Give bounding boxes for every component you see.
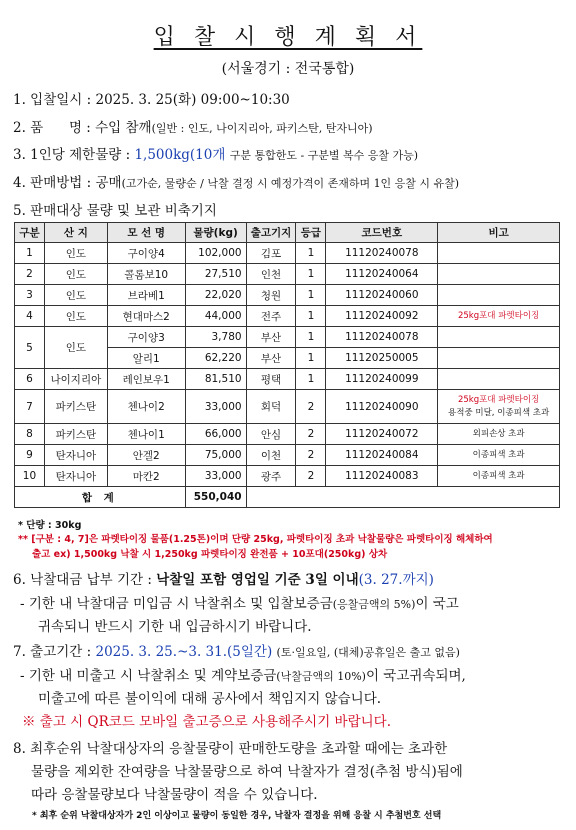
cell-remark <box>438 369 560 390</box>
release-line <box>13 640 460 660</box>
cell-origin: 탄자니아 <box>44 445 107 466</box>
table-total-row <box>15 487 560 508</box>
limit-line <box>13 143 418 163</box>
sale-method-label: 4. 판매방법 : <box>13 175 92 191</box>
table-row <box>15 390 560 424</box>
cell-remark <box>438 285 560 306</box>
bid-datetime-value: 2025. 3. 25(화) 09:00~10:30 <box>95 92 290 108</box>
cell-no: 7 <box>15 390 45 424</box>
cell-grade: 2 <box>296 466 326 487</box>
cell-origin: 인도 <box>44 243 107 264</box>
payment-label: 6. 낙찰대금 납부 기간 : <box>13 572 152 588</box>
table-row <box>15 264 560 285</box>
bid-datetime-line <box>13 88 290 108</box>
product-value: 수입 참깨 <box>95 120 152 136</box>
cell-grade: 1 <box>296 327 326 348</box>
cell-quantity: 33,000 <box>185 466 246 487</box>
cell-quantity: 27,510 <box>185 264 246 285</box>
payment-desc-end: 이 국고 <box>415 596 459 612</box>
cell-base: 부산 <box>246 327 296 348</box>
cell-code: 11120240099 <box>326 369 438 390</box>
cell-base: 김포 <box>246 243 296 264</box>
cell-remark: 이종피색 초과 <box>438 466 560 487</box>
pallet-note-1: ** [구분 : 4, 7]은 파렛타이징 물품(1.25톤)이며 단량 25kg, 파렛타이징 초과 낙찰물량은 파렛타이징 해체하여 <box>18 534 493 545</box>
cell-origin: 인도 <box>44 264 107 285</box>
inventory-table <box>14 222 560 508</box>
cell-remark <box>438 390 560 424</box>
payment-value: 낙찰일 포함 영업일 기준 3일 이내 <box>156 572 359 588</box>
cell-vessel: 마칸2 <box>107 466 185 487</box>
cell-quantity: 3,780 <box>185 327 246 348</box>
cell-no: 8 <box>15 424 45 445</box>
cell-remark: 이종피색 초과 <box>438 445 560 466</box>
header-remark: 비고 <box>438 223 560 243</box>
remark-pallet: 25kg포대 파렛타이징 <box>457 394 540 405</box>
limit-detail: 구분 통합한도 - 구분별 복수 응찰 가능) <box>229 149 419 162</box>
header-quantity: 물량(kg) <box>185 223 246 243</box>
cell-origin: 탄자니아 <box>44 466 107 487</box>
cell-base: 안심 <box>246 424 296 445</box>
cell-quantity: 66,000 <box>185 424 246 445</box>
sale-method-detail: (고가순, 물량순 / 낙찰 결정 시 예정가격이 존재하며 1인 응찰 시 유찰) <box>121 177 460 190</box>
product-label: 2. 품 명 : <box>13 120 91 136</box>
cell-code: 11120250005 <box>326 348 438 369</box>
table-header-row <box>15 223 560 243</box>
header-base: 출고기지 <box>246 223 296 243</box>
cell-no: 3 <box>15 285 45 306</box>
cell-grade: 1 <box>296 243 326 264</box>
release-deposit-rate: (낙찰금액의 10%) <box>276 670 366 683</box>
remark-quality: 용적중 미달, 이종피색 초과 <box>448 407 550 418</box>
table-row <box>15 466 560 487</box>
cell-quantity: 102,000 <box>185 243 246 264</box>
cell-origin: 인도 <box>44 327 107 369</box>
cell-remark: 25kg포대 파렛타이징 <box>438 306 560 327</box>
cell-grade: 2 <box>296 390 326 424</box>
cell-vessel: 구이양4 <box>107 243 185 264</box>
cell-code: 11120240064 <box>326 264 438 285</box>
limit-value: 1,500kg(10개 <box>134 147 226 163</box>
cell-grade: 1 <box>296 264 326 285</box>
cell-remark <box>438 243 560 264</box>
cell-quantity: 75,000 <box>185 445 246 466</box>
cell-no: 10 <box>15 466 45 487</box>
product-detail: (일반 : 인도, 나이지리아, 파키스탄, 탄자니아) <box>151 122 373 135</box>
payment-desc-text: - 기한 내 낙찰대금 미입금 시 낙찰취소 및 입찰보증금 <box>20 596 333 612</box>
cell-code: 11120240090 <box>326 390 438 424</box>
release-desc-text: - 기한 내 미출고 시 낙찰취소 및 계약보증금 <box>20 668 277 684</box>
cell-origin: 인도 <box>44 285 107 306</box>
cell-code: 11120240072 <box>326 424 438 445</box>
table-row <box>15 445 560 466</box>
cell-remark: 외피손상 초과 <box>438 424 560 445</box>
cell-code: 11120240078 <box>326 327 438 348</box>
table-row <box>15 327 560 348</box>
payment-deposit-rate: (응찰금액의 5%) <box>332 598 416 611</box>
cell-no: 6 <box>15 369 45 390</box>
header-grade: 등급 <box>296 223 326 243</box>
pallet-note-2: 출고 ex) 1,500kg 낙찰 시 1,250kg 파렛타이징 완전품 + 10포대(250kg) 상차 <box>32 549 388 560</box>
cell-quantity: 22,020 <box>185 285 246 306</box>
cell-base: 전주 <box>246 306 296 327</box>
cell-grade: 2 <box>296 424 326 445</box>
cell-base: 평택 <box>246 369 296 390</box>
total-quantity: 550,040 <box>185 487 246 508</box>
cell-base: 청원 <box>246 285 296 306</box>
cell-no: 1 <box>15 243 45 264</box>
cell-vessel: 현대마스2 <box>107 306 185 327</box>
cell-base: 인천 <box>246 264 296 285</box>
target-heading: 5. 판매대상 물량 및 보관 비축기지 <box>13 203 217 219</box>
cell-code: 11120240083 <box>326 466 438 487</box>
qr-warning: ※ 출고 시 QR코드 모바일 출고증으로 사용해주시기 바랍니다. <box>22 714 392 730</box>
sale-method-value: 공매 <box>95 175 122 191</box>
cell-base: 부산 <box>246 348 296 369</box>
cell-grade: 1 <box>296 369 326 390</box>
cell-no: 5 <box>15 327 45 369</box>
header-code: 코드번호 <box>326 223 438 243</box>
cell-vessel: 레인보우1 <box>107 369 185 390</box>
cell-quantity: 33,000 <box>185 390 246 424</box>
cell-grade: 1 <box>296 285 326 306</box>
cell-origin: 파키스탄 <box>44 390 107 424</box>
release-detail: (토·일요일, (대체)공휴일은 출고 없음) <box>276 646 460 659</box>
cell-origin: 파키스탄 <box>44 424 107 445</box>
sale-method-line <box>13 171 459 191</box>
cell-grade: 1 <box>296 306 326 327</box>
product-line <box>13 116 373 136</box>
cell-origin: 인도 <box>44 306 107 327</box>
document-title: 입 찰 시 행 계 획 서 <box>153 25 423 50</box>
cell-code: 11120240060 <box>326 285 438 306</box>
cell-base: 회덕 <box>246 390 296 424</box>
table-row <box>15 285 560 306</box>
cell-base: 광주 <box>246 466 296 487</box>
cell-remark <box>438 348 560 369</box>
table-row <box>15 369 560 390</box>
release-label: 7. 출고기간 : <box>13 644 92 660</box>
table-row <box>15 243 560 264</box>
cell-vessel: 안겔2 <box>107 445 185 466</box>
release-desc-2: 미출고에 따른 불이익에 대해 공사에서 책임지지 않습니다. <box>38 691 382 707</box>
unit-note: * 단량 : 30kg <box>18 520 82 531</box>
table-row <box>15 306 560 327</box>
payment-desc-2: 귀속되니 반드시 기한 내 입금하시기 바랍니다. <box>38 619 312 635</box>
lottery-line-2: 물량을 제외한 잔여량을 낙찰물량으로 하여 낙찰자가 결정(추첨 방식)됨에 <box>31 764 463 780</box>
release-value: 2025. 3. 25.~3. 31.(5일간) <box>95 644 273 660</box>
payment-date: (3. 27.까지) <box>358 572 434 588</box>
total-label: 합 계 <box>15 487 186 508</box>
header-origin: 산 지 <box>44 223 107 243</box>
header-no: 구분 <box>15 223 45 243</box>
cell-code: 11120240084 <box>326 445 438 466</box>
cell-remark <box>438 264 560 285</box>
cell-vessel: 알리1 <box>107 348 185 369</box>
release-desc-end: 이 국고귀속되며, <box>365 668 466 684</box>
cell-vessel: 콜롬보10 <box>107 264 185 285</box>
cell-no: 2 <box>15 264 45 285</box>
cell-no: 4 <box>15 306 45 327</box>
cell-remark <box>438 327 560 348</box>
cell-no: 9 <box>15 445 45 466</box>
cell-grade: 1 <box>296 348 326 369</box>
cell-vessel: 첸나이2 <box>107 390 185 424</box>
limit-label: 3. 1인당 제한물량 : <box>13 147 131 163</box>
cell-quantity: 81,510 <box>185 369 246 390</box>
bid-datetime-label: 1. 입찰일시 : <box>13 92 92 108</box>
cell-vessel: 첸나이1 <box>107 424 185 445</box>
cell-code: 11120240092 <box>326 306 438 327</box>
header-vessel: 모 선 명 <box>107 223 185 243</box>
table-row <box>15 424 560 445</box>
cell-grade: 2 <box>296 445 326 466</box>
cell-vessel: 브라베1 <box>107 285 185 306</box>
payment-desc-1 <box>20 592 459 612</box>
cell-quantity: 44,000 <box>185 306 246 327</box>
cell-quantity: 62,220 <box>185 348 246 369</box>
lottery-note: * 최후 순위 낙찰대상자가 2인 이상이고 물량이 동일한 경우, 낙찰자 결정을 위해 응찰 시 추첨번호 선택 <box>32 811 442 821</box>
document-subtitle: (서울경기 : 전국통합) <box>221 61 355 77</box>
lottery-line-1: 8. 최후순위 낙찰대상자의 응찰물량이 판매한도량을 초과할 때에는 초과한 <box>13 741 448 757</box>
cell-origin: 나이지리아 <box>44 369 107 390</box>
payment-line <box>13 568 434 588</box>
lottery-line-3: 따라 응찰물량보다 낙찰물량이 적을 수 있습니다. <box>31 787 318 803</box>
release-desc-1 <box>20 664 466 684</box>
cell-base: 이천 <box>246 445 296 466</box>
total-empty <box>246 487 559 508</box>
cell-code: 11120240078 <box>326 243 438 264</box>
cell-vessel: 구이양3 <box>107 327 185 348</box>
